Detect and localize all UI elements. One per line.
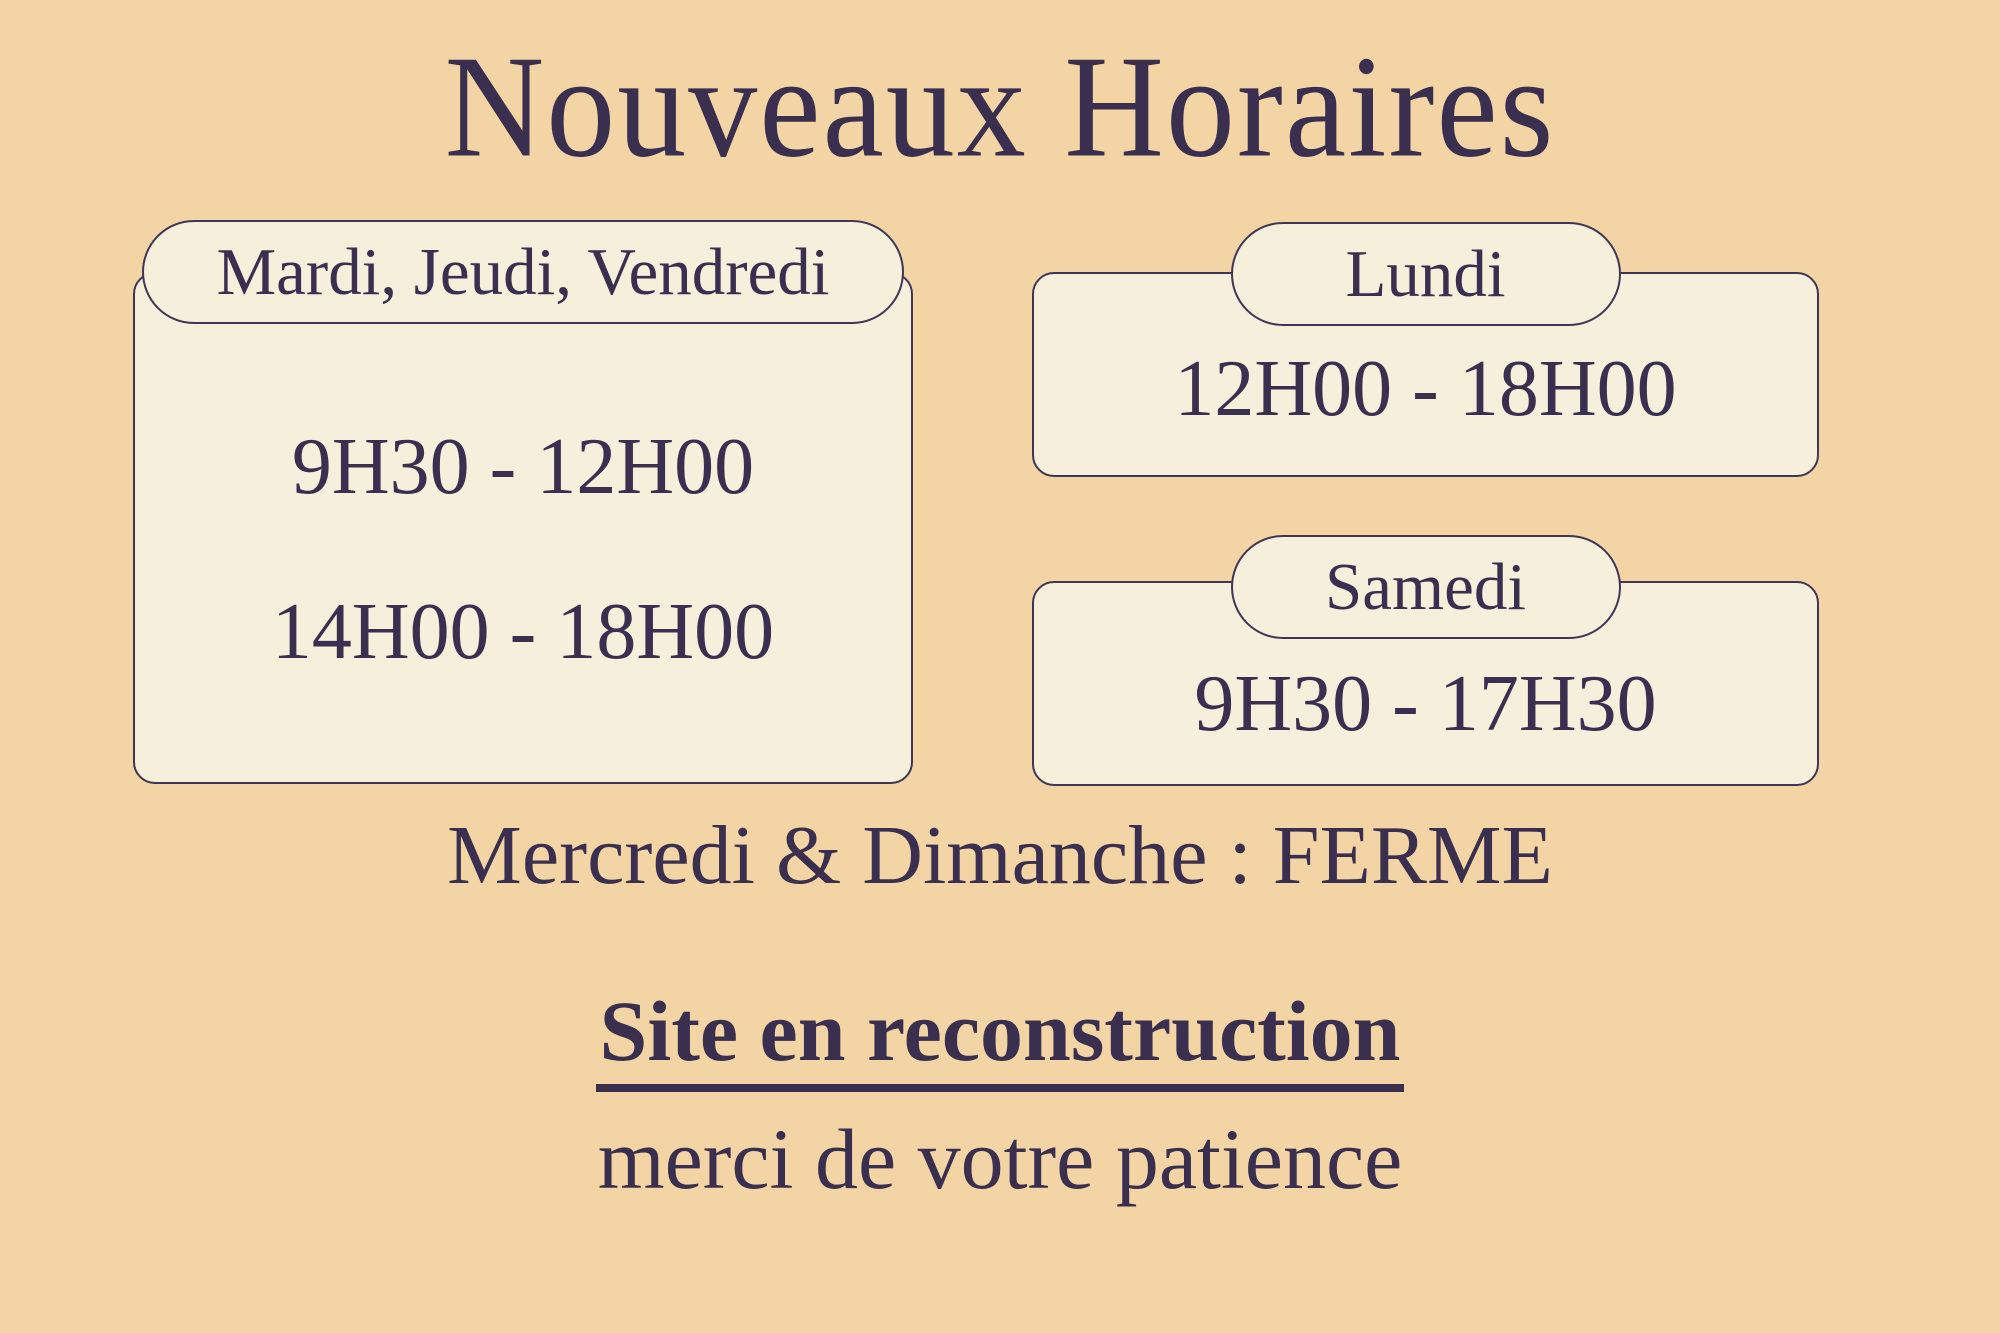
- time-range-weekdays-morning: 9H30 - 12H00: [291, 423, 755, 511]
- day-label-monday: Lundi: [1345, 236, 1506, 311]
- schedule-card-saturday: [1032, 549, 1819, 786]
- patience-text: merci de votre patience: [597, 1111, 1403, 1207]
- time-range-saturday: 9H30 - 17H30: [1194, 660, 1657, 748]
- site-status-text: Site en reconstruction: [596, 988, 1405, 1092]
- time-range-monday: 12H00 - 18H00: [1174, 345, 1677, 433]
- day-label-pill-weekdays: [142, 220, 904, 324]
- day-label-weekdays: Mardi, Jeudi, Vendredi: [216, 234, 830, 309]
- schedule-card-weekdays: [133, 234, 913, 784]
- day-label-pill-saturday: [1231, 535, 1621, 639]
- schedule-card-monday: [1032, 236, 1819, 477]
- time-range-weekdays-afternoon: 14H00 - 18H00: [271, 588, 775, 676]
- day-label-pill-monday: [1231, 222, 1621, 326]
- page-title: Nouveaux Horaires: [444, 25, 1556, 188]
- day-label-saturday: Samedi: [1325, 549, 1526, 624]
- site-status-line: [0, 983, 2000, 1092]
- closed-days-notice: Mercredi & Dimanche : FERME: [447, 809, 1553, 902]
